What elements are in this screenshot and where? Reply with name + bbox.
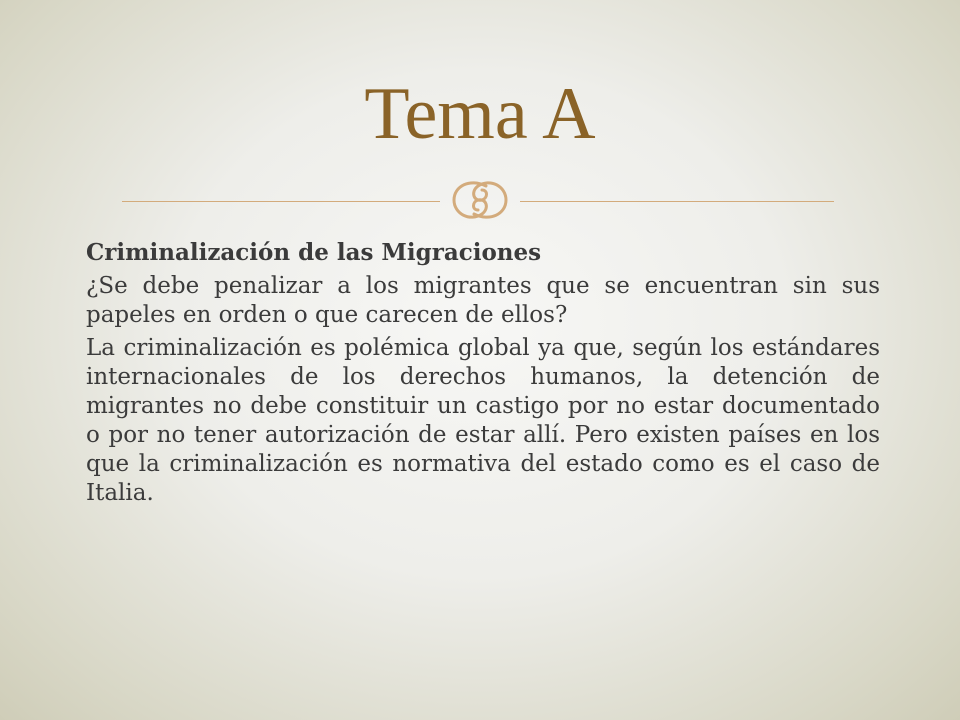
section-heading: Criminalización de las Migraciones (86, 239, 542, 266)
question-paragraph: ¿Se debe penalizar a los migrantes que se encuentran sin sus papeles en orden o que carecen de ellos? (86, 273, 880, 328)
body-paragraph: La criminalización es polémica global ya que, según los estándares internacionales de los derechos humanos, la detención de migrantes no debe constituir un castigo por no estar documentado o por no tener autorización de estar allí. Pero existen países en los que la criminalización es normativa del estado como es el caso de Italia. (86, 335, 880, 506)
flourish-icon (440, 172, 520, 228)
title-divider-right (520, 201, 834, 202)
title-divider-left (122, 201, 440, 202)
slide-title: Tema A (364, 73, 596, 155)
slide-content (86, 238, 880, 508)
